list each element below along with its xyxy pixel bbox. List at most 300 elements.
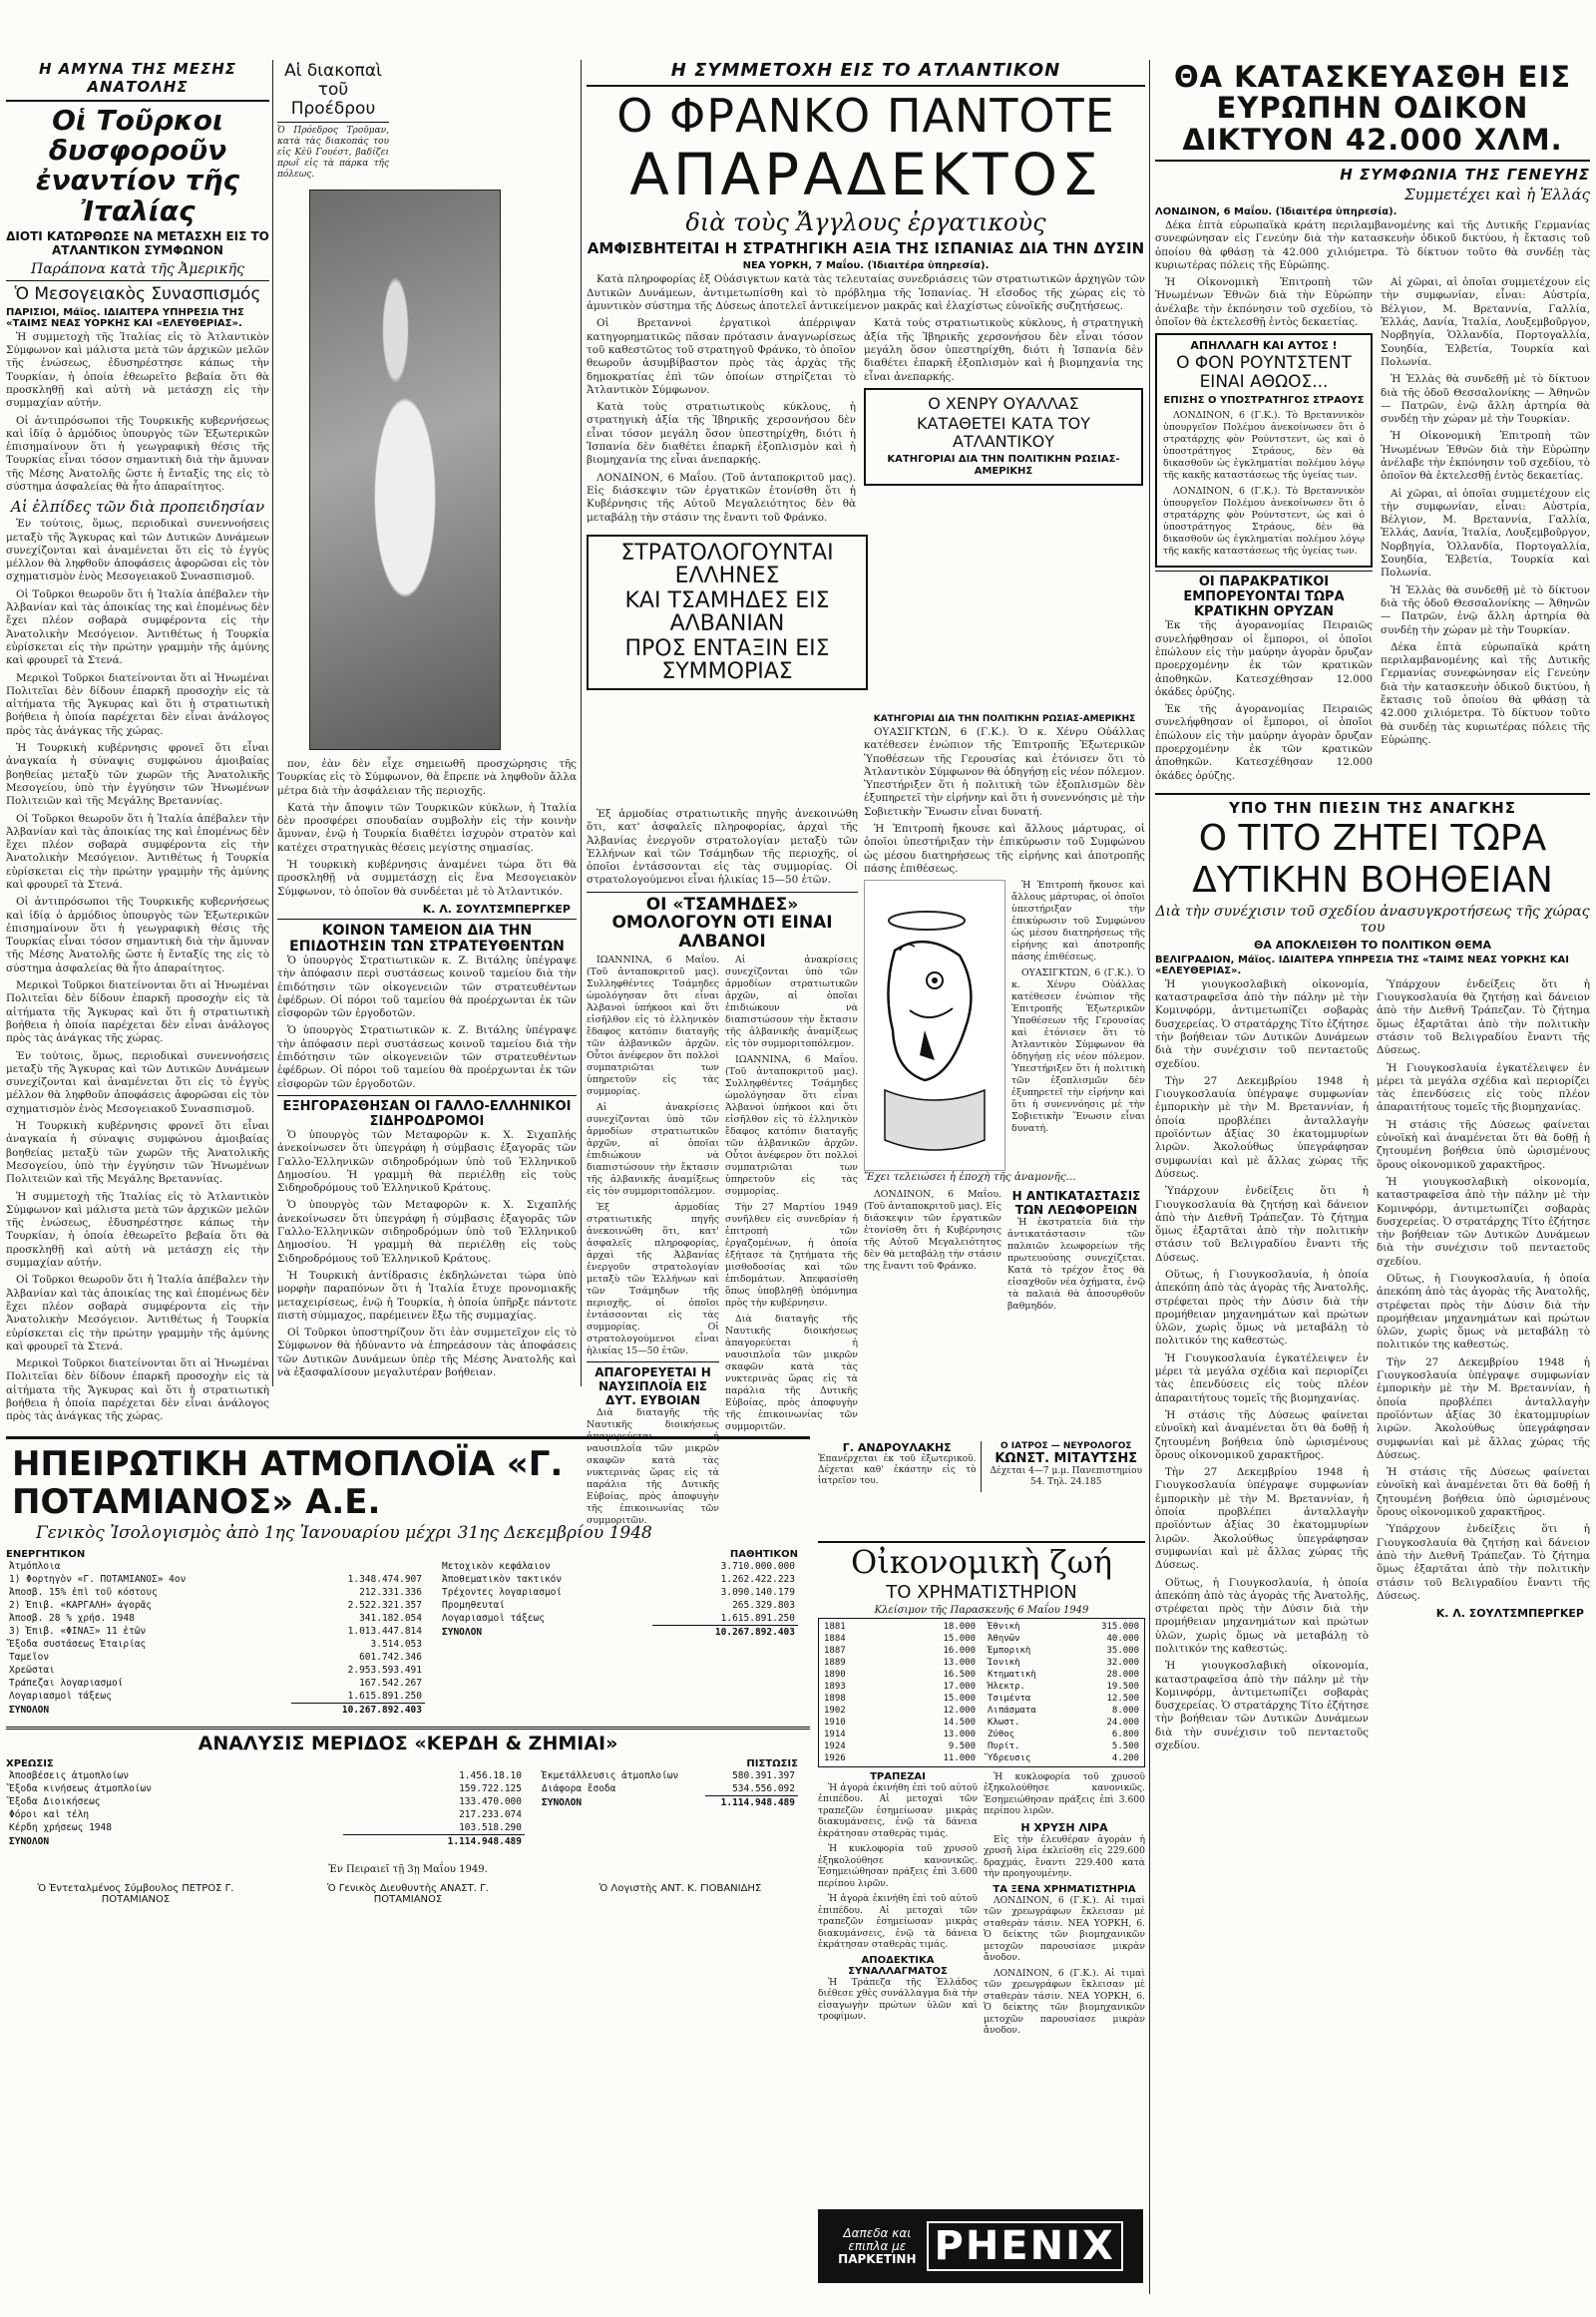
article-paragraph: Οὕτως, ἡ Γιουγκοσλαυία, ἡ ὁποία ἀπεκόπη ἀπὸ τὰς ἀγορὰς τῆς Ἀνατολῆς, στρέφεται πρὸς τὴν Δύσιν διὰ τὴν προμήθειαν μηχανημάτων καὶ πρώτων ὑλῶν, χωρὶς ὅμως νὰ μεταβάλῃ τὸ πολιτικόν της καθεστώς. xyxy=(1155,1268,1369,1348)
table-cell-label: Ἐμπορικὴ xyxy=(988,1645,1031,1656)
tsamides-headline: ΟΙ «ΤΣΑΜΗΔΕΣ» ΟΜΟΛΟΓΟΥΝ ΟΤΙ ΕΙΝΑΙ ΑΛΒΑΝΟΙ xyxy=(611,894,833,953)
table-cell-value: 1.615.891.250 xyxy=(720,1613,795,1625)
phenix-advertisement xyxy=(818,2209,1143,2283)
article-paragraph: Αἱ ἀνακρίσεις συνεχίζονται ὑπὸ τῶν ἁρμοδίων στρατιωτικῶν ἀρχῶν, αἱ ὁποῖαι ἐπιδιώκουν νὰ διαπιστώσουν τὴν ἔκτασιν τῆς ἀλβανικῆς ἀναμίξεως εἰς τὸν συμμοριτοπόλεμον. xyxy=(725,954,858,1049)
table-row xyxy=(821,1740,979,1752)
article-paragraph: Ἐν τούτοις, ὅμως, περιοδικαὶ συνεννοήσεις μεταξὺ τῆς Ἄγκυρας καὶ τῶν Δυτικῶν Δυνάμεων συνεχίζονται καὶ ἀναμένεται ὅτι εἰς τὸ ἐγγὺς μέλλον θὰ ληφθοῦν ἀποφάσεις ἀφορῶσαι εἰς τὸν σχηματισμὸν ἑνὸς Μεσογειακοῦ Συνασπισμοῦ. xyxy=(6,518,269,583)
table-cell-label: Λογαριασμοὶ τάξεως xyxy=(9,1691,112,1703)
article-paragraph: Ἡ Τουρκικὴ κυβέρνησις φρονεῖ ὅτι εἶναι ἀναγκαία ἡ σύναψις συμφώνου ἀμοιβαίας βοηθείας μεταξὺ τῶν χωρῶν τῆς Ἀνατολικῆς Μεσογείου, ὑπὸ τὴν ἐγγύησιν τῶν Ἡνωμένων Πολιτειῶν καὶ τῆς Μεγάλης Βρεταννίας. xyxy=(6,742,269,808)
banks-label: ΤΡΑΠΕΖΑΙ xyxy=(870,1770,926,1782)
table-row xyxy=(821,1681,979,1693)
fund-headline: ΚΟΙΝΟΝ ΤΑΜΕΙΟΝ ΔΙΑ ΤΗΝ ΕΠΙΔΟΤΗΣΙΝ ΤΩΝ ΣΤΡΑΤΕΥΘΕΝΤΩΝ xyxy=(289,922,565,955)
table-row xyxy=(6,1677,425,1690)
article-paragraph: Μερικοὶ Τοῦρκοι διατείνονται ὅτι αἱ Ἡνωμέναι Πολιτεῖαι δὲν δίδουν ἐπαρκῆ προσοχὴν εἰς τὰ αἰτήματα τῆς Ἄγκυρας καὶ ὅτι ἡ στρατιωτικὴ βοήθεια ἡ ὁποία παρέχεται δὲν εἶναι ἀνάλογος πρὸς τὰς ἀνάγκας τῆς χώρας. xyxy=(6,671,269,737)
table-cell-label: ΣΥΝΟΛΟΝ xyxy=(442,1626,483,1638)
table-cell-label: Μετοχικὸν κεφάλαιον xyxy=(442,1561,551,1573)
article-paragraph: Οἱ Τοῦρκοι θεωροῦν ὅτι ἡ Ἰταλία ἀπέβαλεν τὴν Ἀλβανίαν καὶ τὰς ἀποικίας της καὶ ἐπομένως δὲν ἔχει πλέον σοβαρὰ συμφέροντα εἰς τὴν Ἀνατολικὴν Μεσόγειον. Ἀντιθέτως ἡ Τουρκία εὑρίσκεται εἰς τὴν πρώτην γραμμὴν τῆς ἀμύνης καὶ φρουρεῖ τὰ Στενά. xyxy=(6,812,269,891)
table-row xyxy=(6,1651,425,1664)
subhead-atlantic: ΔΙΟΤΙ ΚΑΤΩΡΘΩΣΕ ΝΑ ΜΕΤΑΣΧΗ ΕΙΣ ΤΟ ΑΤΛΑΝΤΙΚΟΝ ΣΥΜΦΩΝΟΝ xyxy=(6,228,269,258)
rundstedt-subhead: ΕΠΙΣΗΣ Ο ΥΠΟΣΤΡΑΤΗΓΟΣ ΣΤΡΑΟΥΣ xyxy=(1163,395,1365,407)
table-row xyxy=(6,1808,525,1821)
albania-box xyxy=(587,535,868,691)
doctor-role: Ο ΙΑΤΡΟΣ — ΝΕΥΡΟΛΟΓΟΣ xyxy=(1000,1441,1132,1451)
article-paragraph: Ὑπάρχουν ἐνδείξεις ὅτι ἡ Γιουγκοσλαυία θὰ ζητήσῃ καὶ δάνειον ἀπὸ τὴν Διεθνῆ Τράπεζαν. Τὸ ζήτημα ὅμως ἐξαρτᾶται ἀπὸ τὴν πολιτικὴν στάσιν τοῦ Βελιγραδίου ἔναντι τῆς Δύσεως. xyxy=(1155,1185,1369,1264)
article-paragraph: Τὴν 27 Δεκεμβρίου 1948 ἡ Γιουγκοσλαυία ὑπέγραψε συμφωνίαν ἐμπορικὴν μὲ τὴν Μ. Βρεταννίαν, ἡ ὁποία προβλέπει ἀνταλλαγὴν προϊόντων ἀξίας 30 ἑκατομμυρίων λιρῶν. Ἀκολούθως ὑπεγράφησαν συμφωνίαι καὶ μὲ ἄλλας χώρας τῆς Δύσεως. xyxy=(1377,1355,1590,1461)
table-row xyxy=(6,1599,425,1612)
article-paragraph: Τὴν 27 Δεκεμβρίου 1948 ἡ Γιουγκοσλαυία ὑπέγραψε συμφωνίαν ἐμπορικὴν μὲ τὴν Μ. Βρεταννίαν, ἡ ὁποία προβλέπει ἀνταλλαγὴν προϊόντων ἀξίας 30 ἑκατομμυρίων λιρῶν. Ἀκολούθως ὑπεγράφησαν συμφωνίαι καὶ μὲ ἄλλας χώρας τῆς Δύσεως. xyxy=(1155,1074,1369,1180)
table-row xyxy=(6,1664,425,1677)
wallace-subhead: ΚΑΤΗΓΟΡΙΑΙ ΔΙΑ ΤΗΝ ΠΟΛΙΤΙΚΗΝ ΡΩΣΙΑΣ-ΑΜΕΡΙΚΗΣ xyxy=(887,453,1120,477)
cartoon-illustration xyxy=(864,880,1005,1171)
fund-text: Ὁ ὑπουργὸς Στρατιωτικῶν κ. Ζ. Βιτάλης ὑπέγραψε τὴν ἀπόφασιν περὶ συστάσεως κοινοῦ ταμείου διὰ τὴν ἐπιδότησιν τῶν οἰκογενειῶν τῶν στρατευθέντων ἐφέδρων. Οἱ πόροι τοῦ ταμείου θὰ προέρχωνται ἐκ τῶν εἰσφορῶν τῶν ἐργοδοτῶν. xyxy=(277,1024,577,1090)
stock-exchange-title: ΤΟ ΧΡΗΜΑΤΙΣΤΗΡΙΟΝ xyxy=(886,1581,1077,1603)
signatory-left: Ὁ Ἐντεταλμένος Σύμβουλος ΠΕΤΡΟΣ Γ. ΠΟΤΑΜΙΑΝΟΣ xyxy=(37,1883,234,1906)
article-paragraph: Ἡ γιουγκοσλαβικὴ οἰκονομία, καταστραφεῖσα ἀπὸ τὴν πάλην μὲ τὴν Κομινφόρμ, ἀντιμετωπίζει σοβαρὰς δυσχερείας. Ὁ στρατάρχης Τίτο ἐζήτησε τὴν βοήθειαν τῶν Δυτικῶν Δυνάμεων διὰ τὴν συνέχισιν τοῦ πενταετοῦς σχεδίου. xyxy=(1155,977,1369,1070)
table-cell-value: 103.518.290 xyxy=(459,1822,522,1834)
table-cell-value: 601.742.346 xyxy=(359,1652,422,1664)
article-paragraph: Οἱ Βρεταννοὶ ἐργατικοὶ ἀπέρριψαν κατηγορηματικῶς πᾶσαν πρότασιν ἀναγνωρίσεως τοῦ καθεστῶτος τοῦ στρατηγοῦ Φράνκο, τὸ ὁποῖον θεωροῦν ἀσυμβίβαστον πρὸς τὰς ἀρχὰς τῆς δημοκρατίας ἐπὶ τῶν ὁποίων στηρίζεται τὸ Ἀτλαντικὸν Σύμφωνον. xyxy=(587,317,856,396)
table-cell-value: 580.391.397 xyxy=(732,1770,795,1782)
table-cell-value: 19.500 xyxy=(1106,1681,1139,1692)
gold-text: Εἰς τὴν ἐλευθέραν ἀγορὰν ἡ χρυσῆ λίρα ἐκλείσθη εἰς 229.600 δραχμάς, ἔναντι 229.400 κατὰ τὴν προηγουμένην. xyxy=(984,1833,1145,1880)
foreign-text: ΛΟΝΔΙΝΟΝ, 6 (Γ.Κ.). Αἱ τιμαὶ τῶν χρεωγράφων ἔκλεισαν μὲ σταθερὰν τάσιν. ΝΕΑ ΥΟΡΚΗ, 6. Ὁ δείκτης τῶν βιομηχανικῶν μετοχῶν παρουσίασε μικρὰν ἄνοδον. xyxy=(984,1967,1145,2037)
table-cell-label: 1890 xyxy=(824,1669,846,1680)
table-row xyxy=(6,1625,425,1638)
table-row xyxy=(439,1612,798,1626)
article-paragraph: ΙΩΑΝΝΙΝΑ, 6 Μαΐου. (Τοῦ ἀνταποκριτοῦ μας). Συλληφθέντες Τσάμηδες ὡμολόγησαν ὅτι εἶναι Ἀλβανοὶ ὑπήκοοι καὶ ὅτι εἰσῆλθον εἰς τὸ ἑλληνικὸν ἔδαφος κατόπιν διαταγῆς τῶν ἀλβανικῶν ἀρχῶν. Οὗτοι ἀνέφερον ὅτι πολλοὶ συμπατριῶται των ὑπηρετοῦν εἰς τὰς συμμορίας. xyxy=(587,954,719,1097)
headline-road-network: ΘΑ ΚΑΤΑΣΚΕΥΑΣΘΗ ΕΙΣ ΕΥΡΩΠΗΝ ΟΔΙΚΟΝ ΔΙΚΤΥΟΝ 42.000 ΧΛΜ. xyxy=(1173,60,1572,157)
table-cell-label: 1887 xyxy=(824,1645,846,1656)
table-cell-label: Λογαριασμοὶ τάξεως xyxy=(442,1613,545,1625)
column-divider xyxy=(1149,60,1150,2294)
table-cell-label: 1884 xyxy=(824,1633,846,1644)
table-cell-label: Ἀποσβ. 15% ἐπὶ τοῦ κόστους xyxy=(9,1587,158,1599)
column-turkey xyxy=(6,60,269,1423)
article-paragraph: ΟΥΑΣΙΓΚΤΩΝ, 6 (Γ.Κ.). Ὁ κ. Χένρυ Οὐάλλας κατέθεσεν ἐνώπιον τῆς Ἐπιτροπῆς Ἐξωτερικῶν Ὑποθέσεων τῆς Γερουσίας καὶ ἐτόνισεν ὅτι τὸ Ἀτλαντικὸν Σύμφωνον θὰ ὁδηγήσῃ εἰς νέον πόλεμον. Ὑπεστήριξεν ὅτι ἡ πολιτικὴ τῶν ἐξοπλισμῶν δὲν ἐξυπηρετεῖ τὴν εἰρήνην καὶ ὅτι ἡ συνεννόησις μὲ τὴν Σοβιετικὴν Ἕνωσιν εἶναι δυνατή. xyxy=(864,726,1145,818)
table-cell-value: 17.000 xyxy=(943,1681,976,1692)
article-paragraph: Αἱ χῶραι, αἱ ὁποῖαι συμμετέχουν εἰς τὴν συμφωνίαν, εἶναι: Αὐστρία, Βέλγιον, Μ. Βρεταννία, Γαλλία, Ἑλλάς, Δανία, Ἰταλία, Λουξεμβοῦργον, Νορβηγία, Ὁλλανδία, Πορτογαλλία, Σουηδία, Ἐλβετία, Τουρκία καὶ Πολωνία. xyxy=(1381,276,1590,368)
article-paragraph: Ἡ στάσις τῆς Δύσεως φαίνεται εὐνοϊκὴ καὶ ἀναμένεται ὅτι θὰ δοθῇ ἡ ζητουμένη βοήθεια ὑπὸ ὡρισμένους ὅρους οἰκονομικοῦ χαρακτῆρος. xyxy=(1377,1466,1590,1519)
table-row xyxy=(6,1835,525,1849)
table-cell-value: 3.514.053 xyxy=(370,1639,422,1651)
article-paragraph: Κατὰ τοὺς στρατιωτικοὺς κύκλους, ἡ στρατηγικὴ ἀξία τῆς Ἰβηρικῆς χερσονήσου δὲν εἶναι τόσον μεγάλη ὅσον ὑπεστηρίχθη, διότι ἡ Ἰσπανία δὲν διαθέτει ἐπαρκῆ ἐξοπλισμὸν καὶ ἡ βιομηχανία της εἶναι ἀνεπαρκής. xyxy=(587,401,856,467)
table-row xyxy=(6,1782,525,1795)
table-row xyxy=(6,1821,525,1835)
table-cell-label: Ἀποθεματικὸν τακτικόν xyxy=(442,1574,563,1586)
table-cell-label: 1910 xyxy=(824,1717,846,1728)
table-cell-value: 315.000 xyxy=(1101,1621,1139,1632)
table-cell-value: 2.953.593.491 xyxy=(347,1665,422,1677)
table-cell-value: 3.710.000.000 xyxy=(720,1561,795,1573)
wallace-box xyxy=(864,388,1143,486)
article-paragraph: Ὑπάρχουν ἐνδείξεις ὅτι ἡ Γιουγκοσλαυία θὰ ζητήσῃ καὶ δάνειον ἀπὸ τὴν Διεθνῆ Τράπεζαν. Τὸ ζήτημα ὅμως ἐξαρτᾶται ἀπὸ τὴν πολιτικὴν στάσιν τοῦ Βελιγραδίου ἔναντι τῆς Δύσεως. xyxy=(1377,1523,1590,1602)
article-paragraph: Ἐκ τῆς ἀγορανομίας Πειραιῶς συνελήφθησαν οἱ ἔμποροι, οἱ ὁποῖοι ἐπώλουν εἰς τὴν μαύρην ἀγορὰν ὄρυζαν προερχομένην ἐκ τῶν κρατικῶν ἀποθηκῶν. Κατεσχέθησαν 12.000 ὀκάδες ὀρύζης. xyxy=(1155,619,1373,698)
table-cell-value: 12.000 xyxy=(943,1705,976,1716)
article-paragraph: Ἡ ἐκστρατεία διὰ τὴν ἀντικατάστασιν τῶν παλαιῶν λεωφορείων τῆς πρωτευούσης συνεχίζεται. Κατὰ τὸ τρέχον ἔτος θὰ εἰσαχθοῦν νέα ὀχήματα, ἐνῷ τὰ παλαιὰ θὰ ἀποσυρθοῦν βαθμηδόν. xyxy=(1007,1216,1145,1312)
market-text: Ἡ ἀγορὰ ἐκινήθη ἐπὶ τοῦ αὐτοῦ ἐπιπέδου. Αἱ μετοχαὶ τῶν τραπεζῶν ἐσημείωσαν μικρὰς διακυμάνσεις, ἐνῷ τὰ δάνεια ἐκράτησαν σταθερὰς τιμάς. xyxy=(818,1781,978,1839)
market-text: Ἡ ἀγορὰ ἐκινήθη ἐπὶ τοῦ αὐτοῦ ἐπιπέδου. Αἱ μετοχαὶ τῶν τραπεζῶν ἐσημείωσαν μικρὰς διακυμάνσεις, ἐνῷ τὰ δάνεια ἐκράτησαν σταθερὰς τιμάς. xyxy=(818,1893,978,1951)
headline-tito-2: ΔΥΤΙΚΗΝ ΒΟΗΘΕΙΑΝ xyxy=(1192,860,1553,902)
table-row xyxy=(821,1705,979,1717)
table-row xyxy=(539,1782,798,1796)
table-cell-label: Κλωστ. xyxy=(988,1717,1020,1728)
sailing-ban-headline: ΑΠΑΓΟΡΕΥΕΤΑΙ Η ΝΑΥΣΙΠΛΟΪΑ ΕΙΣ ΔΥΤ. ΕΥΒΟΙΑΝ xyxy=(595,1364,711,1407)
table-cell-value: 10.267.892.403 xyxy=(652,1626,798,1640)
dateline: ΠΑΡΙΣΙΟΙ, Μάϊος. ΙΔΙΑΙΤΕΡΑ ΥΠΗΡΕΣΙΑ ΤΗΣ «ΤΑΙΜΣ ΝΕΑΣ ΥΟΡΚΗΣ ΚΑΙ «ΕΛΕΥΘΕΡΙΑΣ». xyxy=(6,306,244,329)
article-paragraph: Ἡ Γιουγκοσλαυία ἐγκατέλειψεν ἐν μέρει τὰ μεγάλα σχέδια καὶ περιορίζει τὰς ἐπενδύσεις εἰς τοὺς πλέον ἀπαραιτήτους τομεῖς τῆς βιομηχανίας. xyxy=(1377,1061,1590,1114)
table-row xyxy=(6,1560,425,1573)
table-cell-label: Πυρίτ. xyxy=(988,1740,1020,1751)
table-row xyxy=(6,1586,425,1599)
table-cell-value: 1.615.891.250 xyxy=(347,1691,422,1703)
liabilities-table xyxy=(439,1560,798,1639)
doctors-notices xyxy=(818,1441,1145,1536)
assets-table xyxy=(6,1560,425,1717)
rundstedt-headline: Ο ΦΟΝ ΡΟΥΝΤΣΤΕΝΤ ΕΙΝΑΙ ΑΘΩΟΣ... xyxy=(1176,353,1352,393)
table-cell-label: Ἐθνικὴ xyxy=(988,1621,1020,1632)
article-paragraph: ΙΩΑΝΝΙΝΑ, 6 Μαΐου. (Τοῦ ἀνταποκριτοῦ μας). Συλληφθέντες Τσάμηδες ὡμολόγησαν ὅτι εἶναι Ἀλβανοὶ ὑπήκοοι καὶ ὅτι εἰσῆλθον εἰς τὸ ἑλληνικὸν ἔδαφος κατόπιν διαταγῆς τῶν ἀλβανικῶν ἀρχῶν. Οὗτοι ἀνέφερον ὅτι πολλοὶ συμπατριῶται των ὑπηρετοῦν εἰς τὰς συμμορίας. xyxy=(725,1053,858,1197)
article-paragraph: Οἱ Τοῦρκοι θεωροῦν ὅτι ἡ Ἰταλία ἀπέβαλεν τὴν Ἀλβανίαν καὶ τὰς ἀποικίας της καὶ ἐπομένως δὲν ἔχει πλέον σοβαρὰ συμφέροντα εἰς τὴν Ἀνατολικὴν Μεσόγειον. Ἀντιθέτως ἡ Τουρκία εὑρίσκεται εἰς τὴν πρώτην γραμμὴν τῆς ἀμύνης καὶ φρουρεῖ τὰ Στενά. xyxy=(6,587,269,667)
balance-place-date: Ἐν Πειραιεῖ τῇ 3ῃ Μαΐου 1949. xyxy=(328,1864,488,1876)
table-cell-label: Διάφορα ἔσοδα xyxy=(542,1783,616,1795)
article-paragraph: Ἡ Ἐπιτροπὴ ἤκουσε καὶ ἄλλους μάρτυρας, οἱ ὁποῖοι ὑπεστήριξαν τὴν ἐπικύρωσιν τοῦ Συμφώνου ὡς μέσου διατηρήσεως τῆς εἰρήνης καὶ ἀποτροπῆς πάσης ἐπιθέσεως. xyxy=(1011,880,1145,964)
stocks-table xyxy=(985,1621,1142,1764)
credit-label: ΠΙΣΤΩΣΙΣ xyxy=(746,1758,798,1770)
table-cell-value: 159.722.125 xyxy=(459,1783,522,1795)
article-paragraph: Οὕτως, ἡ Γιουγκοσλαυία, ἡ ὁποία ἀπεκόπη ἀπὸ τὰς ἀγορὰς τῆς Ἀνατολῆς, στρέφεται πρὸς τὴν Δύσιν διὰ τὴν προμήθειαν μηχανημάτων καὶ πρώτων ὑλῶν, χωρὶς ὅμως νὰ μεταβάλῃ τὸ πολιτικόν της καθεστώς. xyxy=(1377,1272,1590,1352)
table-cell-label: Ἔξοδα συστάσεως Ἑταιρίας xyxy=(9,1639,147,1651)
table-cell-value: 13.000 xyxy=(943,1729,976,1739)
table-cell-value: 24.000 xyxy=(1106,1717,1139,1728)
gold-title: Η ΧΡΥΣΗ ΛΙΡΑ xyxy=(1020,1820,1108,1834)
rail-text: Ἡ Τουρκικὴ ἀντίδρασις ἐκδηλώνεται τώρα ὑπὸ μορφὴν παραπόνων ὅτι ἡ Ἰταλία ἔτυχε προνομιακῆς μεταχειρίσεως, ἐνῷ ἡ Τουρκία, ἡ ὁποία ὑπῆρξε πάντοτε πιστὴ σύμμαχος, παρέμεινεν ἔξω τῆς συμμαχίας. xyxy=(277,1269,577,1322)
foreign-text: ΛΟΝΔΙΝΟΝ, 6 (Γ.Κ.). Αἱ τιμαὶ τῶν χρεωγράφων ἔκλεισαν μὲ σταθερὰν τάσιν. ΝΕΑ ΥΟΡΚΗ, 6. Ὁ δείκτης τῶν βιομηχανικῶν μετοχῶν παρουσίασε μικρὰν ἄνοδον. xyxy=(984,1894,1145,1964)
table-cell-value: 534.556.092 xyxy=(732,1783,795,1795)
table-row xyxy=(821,1752,979,1764)
article-paragraph: Ἡ Γιουγκοσλαυία ἐγκατέλειψεν ἐν μέρει τὰ μεγάλα σχέδια καὶ περιορίζει τὰς ἐπενδύσεις εἰς τοὺς πλέον ἀπαραιτήτους τομεῖς τῆς βιομηχανίας. xyxy=(1155,1352,1369,1404)
table-cell-label: Ἔξοδα Διοικήσεως xyxy=(9,1796,101,1808)
pl-title: ΑΝΑΛΥΣΙΣ ΜΕΡΙΔΟΣ «ΚΕΡΔΗ & ΖΗΜΙΑΙ» xyxy=(198,1733,618,1755)
table-cell-value: 341.182.054 xyxy=(359,1613,422,1625)
wallace-column xyxy=(864,710,1145,1438)
article-paragraph: ΛΟΝΔΙΝΟΝ, 6 (Γ.Κ.). Τὸ Βρεταννικὸν ὑπουργεῖον Πολέμου ἀνεκοίνωσεν ὅτι ὁ στρατάρχης φὸν Ρούντστεντ, ὡς καὶ ὁ ὑποστράτηγος Στράους, δὲν θὰ δικασθοῦν ὡς ἐγκληματίαι πολέμου λόγῳ τῆς κακῆς καταστάσεως τῆς ὑγείας των. xyxy=(1163,486,1365,558)
table-row xyxy=(985,1657,1142,1669)
table-cell-label: Ὕδρευσις xyxy=(988,1752,1031,1763)
table-cell-value: 2.522.321.357 xyxy=(347,1600,422,1612)
article-paragraph: Οἱ ἀντιπρόσωποι τῆς Τουρκικῆς κυβερνήσεως καὶ ἰδίᾳ ὁ ἀρμόδιος ὑπουργὸς τῶν Ἐξωτερικῶν ἐπισημαίνουν ὅτι ἡ γεωγραφικὴ θέσις τῆς Τουρκίας εἶναι τόσον σημαντικὴ διὰ τὴν ἄμυναν τῆς Μέσης Ἀνατολῆς ὥστε ἡ ἔνταξίς της εἰς τὸ σύστημα ἀσφαλείας θὰ ἦτο ἀπαραίτητος. xyxy=(6,896,269,974)
table-cell-label: Ἀτμόπλοια xyxy=(9,1561,61,1573)
article-paragraph: Ὑπάρχουν ἐνδείξεις ὅτι ἡ Γιουγκοσλαυία θὰ ζητήσῃ καὶ δάνειον ἀπὸ τὴν Διεθνῆ Τράπεζαν. Τὸ ζήτημα ὅμως ἐξαρτᾶται ἀπὸ τὴν πολιτικὴν στάσιν τοῦ Βελιγραδίου ἔναντι τῆς Δύσεως. xyxy=(1377,977,1590,1057)
article-paragraph: Κατὰ τὴν ἄποψιν τῶν Τουρκικῶν κύκλων, ἡ Ἰταλία δὲν προσφέρει σπουδαίαν συμβολὴν εἰς τὴν κοινὴν ἄμυναν, ἐνῷ ἡ Τουρκία διαθέτει ἰσχυρὸν στρατὸν καὶ κατέχει στρατηγικὰς θέσεις μεγίστης σημασίας. xyxy=(277,801,577,854)
rundstedt-box xyxy=(1155,333,1373,568)
table-cell-label: 1914 xyxy=(824,1729,846,1739)
table-cell-value: 1.456.18.10 xyxy=(459,1770,522,1782)
table-row xyxy=(6,1573,425,1586)
table-cell-value: 8.000 xyxy=(1111,1705,1139,1716)
article-paragraph: Διὰ διαταγῆς τῆς Ναυτικῆς διοικήσεως ἀπαγορεύεται ἡ ναυσιπλοΐα τῶν μικρῶν σκαφῶν κατὰ τὰς νυκτερινὰς ὥρας εἰς τὰ παράλια τῆς Δυτικῆς Εὐβοίας, πρὸς ἀποφυγὴν τῆς ἐπικοινωνίας τῶν συμμοριτῶν. xyxy=(587,1406,719,1526)
table-cell-label: Ἐκμετάλλευσις ἀτμοπλοίων xyxy=(542,1770,679,1782)
article-paragraph: Ἐν τούτοις, ὅμως, περιοδικαὶ συνεννοήσεις μεταξὺ τῆς Ἄγκυρας καὶ τῶν Δυτικῶν Δυνάμεων συνεχίζονται καὶ ἀναμένεται ὅτι εἰς τὸ ἐγγὺς μέλλον θὰ ληφθοῦν ἀποφάσεις ἀφορῶσαι εἰς τὸν σχηματισμὸν ἑνὸς Μεσογειακοῦ Συνασπισμοῦ. xyxy=(6,1049,269,1115)
article-paragraph: Ἐξ ἁρμοδίας στρατιωτικῆς πηγῆς ἀνεκοινώθη ὅτι, κατ' ἀσφαλεῖς πληροφορίας, ἀρχαὶ τῆς Ἀλβανίας ἐνεργοῦν στρατολογίαν μεταξὺ τῶν Ἑλλήνων καὶ τῶν Τσάμηδων τῆς περιοχῆς, οἱ ὁποῖοι ἐντάσσονται εἰς τὰς συμμορίας. Οἱ στρατολογούμενοι εἶναι ἡλικίας 15—50 ἐτῶν. xyxy=(587,1201,719,1356)
table-cell-label: Ταμεῖον xyxy=(9,1652,50,1664)
table-row xyxy=(439,1573,798,1586)
table-cell-label: 1902 xyxy=(824,1705,846,1716)
ad-line: ΠΑΡΚΕΤΙΝΗ xyxy=(838,2251,917,2266)
credit-table xyxy=(539,1769,798,1809)
table-cell-value: 212.331.336 xyxy=(359,1587,422,1599)
table-row xyxy=(821,1645,979,1657)
table-row xyxy=(6,1638,425,1651)
table-row xyxy=(6,1769,525,1782)
photo-caption: Ὁ Πρόεδρος Τροῦμαν, κατὰ τὰς διακοπάς του εἰς Κὲϋ Γουέστ, βαδίζει πρωῒ εἰς τὰ πάρκα τῆς πόλεως. xyxy=(277,126,389,181)
table-cell-label: ΣΥΝΟΛΟΝ xyxy=(9,1704,50,1716)
author-signature: Κ. Λ. ΣΟΥΛΤΣΜΠΕΡΓΚΕΡ xyxy=(1435,1607,1584,1621)
assets-label: ΕΝΕΡΓΗΤΙΚΟΝ xyxy=(6,1549,86,1561)
table-cell-label: Ἀποσβέσεις ἀτμοπλοίων xyxy=(9,1770,130,1782)
table-row xyxy=(439,1599,798,1612)
article-paragraph: Ἡ Ἑλλὰς θὰ συνδεθῇ μὲ τὸ δίκτυον διὰ τῆς ὁδοῦ Θεσσαλονίκης — Ἀθηνῶν — Πατρῶν, ἐνῷ ἄλλη ἀρτηρία θὰ συνδέῃ τὴν χώραν μὲ τὴν Τουρκίαν. xyxy=(1381,373,1590,426)
rail-text: Οἱ Τοῦρκοι ὑποστηρίζουν ὅτι ἐὰν συμμετεῖχον εἰς τὸ Σύμφωνον θὰ ἠδύναντο νὰ ἐπηρεάσουν τὰς ἀποφάσεις τῶν Δυτικῶν Δυνάμεων ὑπὲρ τῆς Μέσης Ἀνατολῆς καὶ νὰ ἐξασφαλίσουν μεγαλυτέραν βοήθειαν. xyxy=(277,1327,577,1378)
rail-headline: ΕΞΗΓΟΡΑΣΘΗΣΑΝ ΟΙ ΓΑΛΛΟ-ΕΛΛΗΝΙΚΟΙ ΣΙΔΗΡΟΔΡΟΜΟΙ xyxy=(282,1098,572,1129)
table-cell-label: ΣΥΝΟΛΟΝ xyxy=(542,1796,583,1808)
table-cell-value: 9.500 xyxy=(948,1740,976,1751)
table-cell-value: 3.090.140.179 xyxy=(720,1587,795,1599)
table-cell-value: 167.542.267 xyxy=(359,1678,422,1690)
table-cell-value: 15.000 xyxy=(943,1693,976,1704)
article-paragraph: Ἐξ ἁρμοδίας στρατιωτικῆς πηγῆς ἀνεκοινώθη ὅτι, κατ' ἀσφαλεῖς πληροφορίας, ἀρχαὶ τῆς Ἀλβανίας ἐνεργοῦν στρατολογίαν μεταξὺ τῶν Ἑλλήνων καὶ τῶν Τσάμηδων τῆς περιοχῆς, οἱ ὁποῖοι ἐντάσσονται εἰς τὰς συμμορίας. Οἱ στρατολογούμενοι εἶναι ἡλικίας 15—50 ἐτῶν. xyxy=(587,808,858,887)
table-row xyxy=(985,1752,1142,1764)
article-paragraph: ΟΥΑΣΙΓΚΤΩΝ, 6 (Γ.Κ.). Ὁ κ. Χένρυ Οὐάλλας κατέθεσεν ἐνώπιον τῆς Ἐπιτροπῆς Ἐξωτερικῶν Ὑποθέσεων τῆς Γερουσίας καὶ ἐτόνισεν ὅτι τὸ Ἀτλαντικὸν Σύμφωνον θὰ ὁδηγήσῃ εἰς νέον πόλεμον. Ὑπεστήριξεν ὅτι ἡ πολιτικὴ τῶν ἐξοπλισμῶν δὲν ἐξυπηρετεῖ τὴν εἰρήνην καὶ ὅτι ἡ συνεννόησις μὲ τὴν Σοβιετικὴν Ἕνωσιν εἶναι δυνατή. xyxy=(1011,967,1145,1135)
table-cell-value: 13.000 xyxy=(943,1657,976,1668)
albania-column xyxy=(587,808,858,1526)
article-paragraph: Ἡ στάσις τῆς Δύσεως φαίνεται εὐνοϊκὴ καὶ ἀναμένεται ὅτι θὰ δοθῇ ἡ ζητουμένη βοήθεια ὑπὸ ὡρισμένους ὅρους οἰκονομικοῦ χαρακτῆρος. xyxy=(1155,1408,1369,1461)
column-divider xyxy=(581,60,582,1386)
table-row xyxy=(539,1796,798,1810)
photo-truman xyxy=(309,190,501,750)
dateline: ΛΟΝΔΙΝΟΝ, 6 Μαΐου. (Ἰδιαιτέρα ὑπηρεσία). xyxy=(1155,205,1397,217)
subhead-reconstruction: Διὰ τὴν συνέχισιν τοῦ σχεδίου ἀνασυγκροτήσεως τῆς χώρας του xyxy=(1155,903,1590,936)
article-paragraph: Δέκα ἑπτὰ εὐρωπαϊκὰ κράτη περιλαμβανομένης καὶ τῆς Δυτικῆς Γερμανίας συνεφώνησαν εἰς Γενεύην διὰ τὴν κατασκευὴν ὁδικοῦ δικτύου, ἡ ἔκτασις τοῦ ὁποίου θὰ φθάσῃ τὰ 42.000 χιλιόμετρα. Τὸ δίκτυον τοῦτο θὰ συνδέῃ τὰς κυριωτέρας πόλεις τῆς Εὐρώπης. xyxy=(1155,218,1590,271)
article-paragraph: Ἡ Οἰκονομικὴ Ἐπιτροπὴ τῶν Ἡνωμένων Ἐθνῶν διὰ τὴν Εὐρώπην ἀνέλαβε τὴν ἐκπόνησιν τοῦ σχεδίου, τὸ ὁποῖον θὰ ἐκτελεσθῇ ἐντὸς δεκαετίας. xyxy=(1381,430,1590,483)
balance-sheet xyxy=(6,1436,810,2307)
table-row xyxy=(985,1669,1142,1681)
table-cell-label: 1893 xyxy=(824,1681,846,1692)
article-paragraph: Ἡ στάσις τῆς Δύσεως φαίνεται εὐνοϊκὴ καὶ ἀναμένεται ὅτι θὰ δοθῇ ἡ ζητουμένη βοήθεια ὑπὸ ὡρισμένους ὅρους οἰκονομικοῦ χαρακτῆρος. xyxy=(1377,1118,1590,1171)
table-cell-value: 16.500 xyxy=(943,1669,976,1680)
table-cell-label: Προμηθευταί xyxy=(442,1600,505,1612)
article-paragraph: Κατὰ πληροφορίας ἐξ Οὐάσιγκτων κατὰ τὰς τελευταίας συνεδριάσεις τῶν στρατιωτικῶν ἀρχηγῶν τῶν Δυτικῶν Δυνάμεων, ἀντιμετωπίσθη καὶ τὸ πρόβλημα τῆς Ἰσπανίας. Ἡ εἴσοδος τῆς χώρας εἰς τὸ ἀμυντικὸν σύστημα τῆς Δύσεως ἀποτελεῖ ἀντικείμενον μακρᾶς καὶ ἐλαχίστως εὐνοϊκῆς συζητήσεως. xyxy=(587,273,1145,313)
table-row xyxy=(985,1705,1142,1717)
table-cell-label: 3) Ἐπιβ. «ΦΙΝΑΞ» 11 ἐτῶν xyxy=(9,1626,147,1638)
albania-headline-2: ΚΑΙ ΤΣΑΜΗΔΕΣ ΕΙΣ ΑΛΒΑΝΙΑΝ xyxy=(624,588,830,637)
table-row xyxy=(985,1717,1142,1729)
table-cell-value: 1.348.474.907 xyxy=(347,1574,422,1586)
article-paragraph: ΛΟΝΔΙΝΟΝ, 6 Μαΐου. (Τοῦ ἀνταποκριτοῦ μας). Εἰς διάσκεψιν τῶν ἐργατικῶν ἐτονίσθη ὅτι ἡ Κυβέρνησις τῆς Αὐτοῦ Μεγαλειότητος δὲν θὰ μεταβάλῃ τὴν στάσιν της ἔναντι τοῦ Φράνκο. xyxy=(587,471,856,524)
headline-turks: Οἱ Τοῦρκοι δυσφοροῦν ἐναντίον τῆς Ἰταλίας xyxy=(35,104,240,227)
subhead-spain: ΑΜΦΙΣΒΗΤΕΙΤΑΙ Η ΣΤΡΑΤΗΓΙΚΗ ΑΞΙΑ ΤΗΣ ΙΣΠΑΝΙΑΣ ΔΙΑ ΤΗΝ ΔΥΣΙΝ xyxy=(587,239,1145,258)
table-cell-value: 5.500 xyxy=(1111,1740,1139,1751)
doctor-name: ΚΩΝΣΤ. ΜΙΤΑΥΤΣΗΣ xyxy=(995,1451,1138,1466)
table-cell-label: 1898 xyxy=(824,1693,846,1704)
table-row xyxy=(985,1740,1142,1752)
doctor-notice: Δέχεται 4—7 μ.μ. Πανεπιστημίου 54. Τηλ. 24.185 xyxy=(990,1466,1143,1487)
article-paragraph: Οἱ Τοῦρκοι θεωροῦν ὅτι ἡ Ἰταλία ἀπέβαλεν τὴν Ἀλβανίαν καὶ τὰς ἀποικίας της καὶ ἐπομένως δὲν ἔχει πλέον σοβαρὰ συμφέροντα εἰς τὴν Ἀνατολικὴν Μεσόγειον. Ἀντιθέτως ἡ Τουρκία εὑρίσκεται εἰς τὴν πρώτην γραμμὴν τῆς ἀμύνης καὶ φρουρεῖ τὰ Στενά. xyxy=(6,1274,269,1352)
section-hopes: Αἱ ἐλπίδες τῶν διὰ προπειδησίαν xyxy=(10,498,265,517)
article-paragraph: Οὕτως, ἡ Γιουγκοσλαυία, ἡ ὁποία ἀπεκόπη ἀπὸ τὰς ἀγορὰς τῆς Ἀνατολῆς, στρέφεται πρὸς τὴν Δύσιν διὰ τὴν προμήθειαν μηχανημάτων καὶ πρώτων ὑλῶν, χωρὶς ὅμως νὰ μεταβάλῃ τὸ πολιτικόν της καθεστώς. xyxy=(1155,1576,1369,1655)
subhead-greece: Συμμετέχει καὶ ἡ Ἑλλάς xyxy=(1404,185,1590,203)
rundstedt-kicker: ΑΠΗΛΛΑΓΗ ΚΑΙ ΑΥΤΟΣ ! xyxy=(1190,339,1338,353)
section-mediterranean: Ὁ Μεσογειακὸς Συνασπισμός xyxy=(14,283,261,304)
table-row xyxy=(821,1729,979,1740)
table-cell-value: 18.000 xyxy=(943,1621,976,1632)
table-row xyxy=(6,1795,525,1808)
table-row xyxy=(821,1717,979,1729)
subhead-labour: διὰ τοὺς Ἄγγλους ἐργατικοὺς xyxy=(685,208,1046,237)
article-paragraph: Τὴν 27 Δεκεμβρίου 1948 ἡ Γιουγκοσλαυία ὑπέγραψε συμφωνίαν ἐμπορικὴν μὲ τὴν Μ. Βρεταννίαν, ἡ ὁποία προβλέπει ἀνταλλαγὴν προϊόντων ἀξίας 30 ἑκατομμυρίων λιρῶν. Ἀκολούθως ὑπεγράφησαν συμφωνίαι καὶ μὲ ἄλλας χώρας τῆς Δύσεως. xyxy=(1155,1466,1369,1572)
table-cell-value: 6.800 xyxy=(1111,1729,1139,1739)
market-text: Ἡ κυκλοφορία τοῦ χρυσοῦ ἐξηκολούθησε κανονικῶς. Ἐσημειώθησαν πράξεις ἐπὶ 3.600 περίπου λιρῶν. xyxy=(818,1843,978,1889)
article-paragraph: Ἡ Οἰκονομικὴ Ἐπιτροπὴ τῶν Ἡνωμένων Ἐθνῶν διὰ τὴν Εὐρώπην ἀνέλαβε τὴν ἐκπόνησιν τοῦ σχεδίου, τὸ ὁποῖον θὰ ἐκτελεσθῇ ἐντὸς δεκαετίας. xyxy=(1155,276,1373,329)
table-row xyxy=(985,1633,1142,1645)
table-cell-value: 16.000 xyxy=(943,1645,976,1656)
kicker-middle-east: Η ΑΜΥΝΑ ΤΗΣ ΜΕΣΗΣ ΑΝΑΤΟΛΗΣ xyxy=(38,60,237,96)
article-paragraph: ΛΟΝΔΙΝΟΝ, 6 Μαΐου. (Τοῦ ἀνταποκριτοῦ μας). Εἰς διάσκεψιν τῶν ἐργατικῶν ἐτονίσθη ὅτι ἡ Κυβέρνησις τῆς Αὐτοῦ Μεγαλειότητος δὲν θὰ μεταβάλῃ τὴν στάσιν της ἔναντι τοῦ Φράνκο. xyxy=(864,1188,1001,1272)
author-signature: Κ. Λ. ΣΟΥΛΤΣΜΠΕΡΓΚΕΡ xyxy=(422,902,571,916)
table-cell-value: 4.200 xyxy=(1111,1752,1139,1763)
table-row xyxy=(985,1645,1142,1657)
article-paragraph: Ἡ Ἑλλὰς θὰ συνδεθῇ μὲ τὸ δίκτυον διὰ τῆς ὁδοῦ Θεσσαλονίκης — Ἀθηνῶν — Πατρῶν, ἐνῷ ἄλλη ἀρτηρία θὰ συνδέῃ τὴν χώραν μὲ τὴν Τουρκίαν. xyxy=(1381,583,1590,636)
fund-text: Ὁ ὑπουργὸς Στρατιωτικῶν κ. Ζ. Βιτάλης ὑπέγραψε τὴν ἀπόφασιν περὶ συστάσεως κοινοῦ ταμείου διὰ τὴν ἐπιδότησιν τῶν οἰκογενειῶν τῶν στρατευθέντων ἐφέδρων. Οἱ πόροι τοῦ ταμείου θὰ προέρχωνται ἐκ τῶν εἰσφορῶν τῶν ἐργοδοτῶν. xyxy=(277,954,577,1020)
table-cell-label: Ἔξοδα κινήσεως ἀτμοπλοίων xyxy=(9,1783,152,1795)
table-cell-value: 40.000 xyxy=(1106,1633,1139,1644)
headline-franco-2: ΑΠΑΡΑΔΕΚΤΟΣ xyxy=(629,140,1102,208)
article-paragraph: Ἡ Ἐπιτροπὴ ἤκουσε καὶ ἄλλους μάρτυρας, οἱ ὁποῖοι ὑπεστήριξαν τὴν ἐπικύρωσιν τοῦ Συμφώνου ὡς μέσου διατηρήσεως τῆς εἰρήνης καὶ ἀποτροπῆς πάσης ἐπιθέσεως. xyxy=(864,823,1145,875)
table-row xyxy=(439,1560,798,1573)
table-cell-value xyxy=(291,1560,425,1573)
balance-subtitle: Γενικὸς Ἰσολογισμὸς ἀπὸ 1ης Ἰανουαρίου μέχρι 31ης Δεκεμβρίου 1948 xyxy=(36,1523,652,1544)
table-cell-value: 11.000 xyxy=(943,1752,976,1763)
headline-franco: Ο ΦΡΑΝΚΟ ΠΑΝΤΟΤΕ xyxy=(616,89,1115,143)
kicker-geneva: Η ΣΥΜΦΩΝΙΑ ΤΗΣ ΓΕΝΕΥΗΣ xyxy=(1340,165,1590,184)
table-cell-label: Ἀθηνῶν xyxy=(988,1633,1020,1644)
albania-headline: ΣΤΡΑΤΟΛΟΓΟΥΝΤΑΙ ΕΛΛΗΝΕΣ xyxy=(620,540,834,588)
dateline: ΒΕΛΙΓΡΑΔΙΟΝ, Μάϊος. ΙΔΙΑΙΤΕΡΑ ΥΠΗΡΕΣΙΑ ΤΗΣ «ΤΑΙΜΣ ΝΕΑΣ ΥΟΡΚΗΣ ΚΑΙ «ΕΛΕΥΘΕΡΙΑΣ». xyxy=(1155,954,1569,976)
foreign-markets-title: ΤΑ ΞΕΝΑ ΧΡΗΜΑΤΙΣΤΗΡΙΑ xyxy=(993,1883,1136,1895)
article-paragraph: Διὰ διαταγῆς τῆς Ναυτικῆς διοικήσεως ἀπαγορεύεται ἡ ναυσιπλοΐα τῶν μικρῶν σκαφῶν κατὰ τὰς νυκτερινὰς ὥρας εἰς τὰ παράλια τῆς Δυτικῆς Εὐβοίας, πρὸς ἀποφυγὴν τῆς ἐπικοινωνίας τῶν συμμοριτῶν. xyxy=(725,1313,858,1432)
market-text: Ἡ κυκλοφορία τοῦ χρυσοῦ ἐξηκολούθησε κανονικῶς. Ἐσημειώθησαν πράξεις ἐπὶ 3.600 περίπου λιρῶν. xyxy=(984,1770,1145,1817)
table-cell-label: Ἠλεκτρ. xyxy=(988,1681,1025,1692)
table-cell-label: Ἰονικὴ xyxy=(988,1657,1020,1668)
table-cell-label: 1) Φορτηγὸν «Γ. ΠΟΤΑΜΙΑΝΟΣ» 4ον xyxy=(9,1574,187,1586)
buses-headline: Η ΑΝΤΙΚΑΤΑΣΤΑΣΙΣ ΤΩΝ ΛΕΩΦΟΡΕΙΩΝ xyxy=(1011,1188,1141,1217)
table-cell-value: 1.114.948.489 xyxy=(705,1796,798,1810)
loans-table xyxy=(821,1621,979,1764)
market-closing: Κλείσιμον τῆς Παρασκευῆς 6 Μαΐου 1949 xyxy=(874,1604,1089,1616)
photo-caption-title: Αἱ διακοπαὶ τοῦ Προέδρου xyxy=(284,61,382,120)
table-cell-label: Τράπεζαι λογαριασμοί xyxy=(9,1678,124,1690)
article-paragraph: Αἱ ἀνακρίσεις συνεχίζονται ὑπὸ τῶν ἁρμοδίων στρατιωτικῶν ἀρχῶν, αἱ ὁποῖαι ἐπιδιώκουν νὰ διαπιστώσουν τὴν ἔκτασιν τῆς ἀλβανικῆς ἀναμίξεως εἰς τὸν συμμοριτοπόλεμον. xyxy=(587,1101,719,1197)
dateline: ΝΕΑ ΥΟΡΚΗ, 7 Μαΐου. (Ἰδιαιτέρα ὑπηρεσία). xyxy=(742,260,990,272)
table-cell-value: 133.470.000 xyxy=(459,1796,522,1808)
article-paragraph: ΛΟΝΔΙΝΟΝ, 6 (Γ.Κ.). Τὸ Βρεταννικὸν ὑπουργεῖον Πολέμου ἀνεκοίνωσεν ὅτι ὁ στρατάρχης φὸν Ρούντστεντ, ὡς καὶ ὁ ὑποστράτηγος Στράους, δὲν θὰ δικασθοῦν ὡς ἐγκληματίαι πολέμου λόγῳ τῆς κακῆς καταστάσεως τῆς ὑγείας των. xyxy=(1163,410,1365,482)
table-cell-label: Κέρδη χρήσεως 1948 xyxy=(9,1822,112,1834)
article-paragraph: Οἱ ἀντιπρόσωποι τῆς Τουρκικῆς κυβερνήσεως καὶ ἰδίᾳ ὁ ἀρμόδιος ὑπουργὸς τῶν Ἐξωτερικῶν ἐπισημαίνουν ὅτι ἡ γεωγραφικὴ θέσις τῆς Τουρκίας εἶναι τόσον σημαντικὴ διὰ τὴν ἄμυναν τῆς Μέσης Ἀνατολῆς ὥστε ἡ ἔνταξίς της εἰς τὸ σύστημα ἀσφαλείας θὰ ἦτο ἀπαραίτητος. xyxy=(6,414,269,493)
table-cell-label: 1889 xyxy=(824,1657,846,1668)
table-row xyxy=(539,1769,798,1782)
table-row xyxy=(985,1693,1142,1705)
liabilities-label: ΠΑΘΗΤΙΚΟΝ xyxy=(729,1549,798,1561)
article-paragraph: Ἡ συμμετοχὴ τῆς Ἰταλίας εἰς τὸ Ἀτλαντικὸν Σύμφωνον καὶ μάλιστα μετὰ τῶν ἀρχικῶν μελῶν τῆς ἐνώσεως, ἐδυσηρέστησε κάπως τὴν Τουρκίαν, ἡ ὁποία ἐθεωρεῖτο βεβαία ὅτι θὰ προσκληθῇ καὶ αὐτὴ νὰ μετάσχῃ εἰς τὴν συμμαχίαν αὐτήν. xyxy=(6,1190,269,1270)
article-paragraph: Ἡ συμμετοχὴ τῆς Ἰταλίας εἰς τὸ Ἀτλαντικὸν Σύμφωνον καὶ μάλιστα μετὰ τῶν ἀρχικῶν μελῶν τῆς ἐνώσεως, ἐδυσηρέστησε κάπως τὴν Τουρκίαν, ἡ ὁποία ἐθεωρεῖτο βεβαία ὅτι θὰ προσκληθῇ καὶ αὐτὴ νὰ μετάσχῃ εἰς τὴν συμμαχίαν αὐτήν. xyxy=(6,330,269,410)
table-row xyxy=(6,1704,425,1718)
article-paragraph: Αἱ χῶραι, αἱ ὁποῖαι συμμετέχουν εἰς τὴν συμφωνίαν, εἶναι: Αὐστρία, Βέλγιον, Μ. Βρεταννία, Γαλλία, Ἑλλάς, Δανία, Ἰταλία, Λουξεμβοῦργον, Νορβηγία, Ὁλλανδία, Πορτογαλλία, Σουηδία, Ἐλβετία, Τουρκία καὶ Πολωνία. xyxy=(1381,487,1590,579)
table-row xyxy=(821,1657,979,1669)
debit-table xyxy=(6,1769,525,1848)
table-cell-label: Κτηματικὴ xyxy=(988,1669,1036,1680)
article-paragraph: Μερικοὶ Τοῦρκοι διατείνονται ὅτι αἱ Ἡνωμέναι Πολιτεῖαι δὲν δίδουν ἐπαρκῆ προσοχὴν εἰς τὰ αἰτήματα τῆς Ἄγκυρας καὶ ὅτι ἡ στρατιωτικὴ βοήθεια ἡ ὁποία παρέχεται δὲν εἶναι ἀνάλογος πρὸς τὰς ἀνάγκας τῆς χώρας. xyxy=(6,1357,269,1423)
table-cell-value: 1.114.948.489 xyxy=(343,1835,525,1849)
albania-headline-3: ΠΡΟΣ ΕΝΤΑΞΙΝ ΕΙΣ ΣΥΜΜΟΡΙΑΣ xyxy=(624,636,830,685)
article-paragraph: Ἐκ τῆς ἀγορανομίας Πειραιῶς συνελήφθησαν οἱ ἔμποροι, οἱ ὁποῖοι ἐπώλουν εἰς τὴν μαύρην ἀγορὰν ὄρυζαν προερχομένην ἐκ τῶν κρατικῶν ἀποθηκῶν. Κατεσχέθησαν 12.000 ὀκάδες ὀρύζης. xyxy=(1155,703,1373,782)
table-cell-label: 1881 xyxy=(824,1621,846,1632)
ad-line: επιπλα με xyxy=(848,2238,907,2253)
article-paragraph: πον, ἐὰν δὲν εἶχε σημειωθῆ προσχώρησις τῆς Τουρκίας εἰς τὸ Σύμφωνον, θὰ ἔπρεπε νὰ ληφθοῦν ἄλλα μέτρα διὰ τὴν ἀσφάλειαν τῆς περιοχῆς. xyxy=(277,758,577,797)
article-paragraph: Τὴν 27 Μαρτίου 1949 συνῆλθεν εἰς συνεδρίαν ἡ ἐπιτροπὴ τῶν ἐργαζομένων, ἡ ὁποία ἐξήτασε τὰ ζητήματα τῆς μισθοδοσίας καὶ τῶν ἐπιδομάτων. Ἀπεφασίσθη ὅπως ὑποβληθῇ ὑπόμνημα πρὸς τὴν κυβέρνησιν. xyxy=(725,1201,858,1309)
president-side-text xyxy=(503,192,577,750)
table-row xyxy=(439,1586,798,1599)
wallace-headline: Ο ΧΕΝΡΥ ΟΥΑΛΛΑΣ xyxy=(928,393,1079,413)
table-cell-label: Χρεῶσται xyxy=(9,1665,55,1677)
rail-text: Ὁ ὑπουργὸς τῶν Μεταφορῶν κ. Χ. Σιχαπλής ἀνεκοίνωσεν ὅτι ὑπεγράφη ἡ σύμβασις ἐξαγορᾶς τῶν Γαλλο-Ἑλληνικῶν σιδηροδρόμων ὑπὸ τοῦ Ἑλληνικοῦ Δημοσίου. Ἡ γραμμὴ θὰ περιέλθῃ εἰς τοὺς Σιδηροδρόμους τοῦ Ἑλληνικοῦ Κράτους. xyxy=(277,1128,577,1195)
table-row xyxy=(821,1693,979,1705)
ad-line: Δαπεδα και xyxy=(843,2225,912,2240)
table-row xyxy=(985,1621,1142,1633)
table-row xyxy=(6,1612,425,1625)
table-row xyxy=(439,1626,798,1640)
table-row xyxy=(985,1729,1142,1740)
table-cell-label: 1926 xyxy=(824,1752,846,1763)
cartoon-caption: Ἔχει τελειώσει ἡ ἐποχὴ τῆς ἀναμονῆς... xyxy=(864,1171,1076,1184)
table-row xyxy=(985,1681,1142,1693)
table-row xyxy=(821,1669,979,1681)
table-cell-label: 2) Ἐπιβ. «ΚΑΡΓΑΛΗ» ἀγορᾶς xyxy=(9,1600,152,1612)
article-paragraph: Ἡ γιουγκοσλαβικὴ οἰκονομία, καταστραφεῖσα ἀπὸ τὴν πάλην μὲ τὴν Κομινφόρμ, ἀντιμετωπίζει σοβαρὰς δυσχερείας. Ὁ στρατάρχης Τίτο ἐζήτησε τὴν βοήθειαν τῶν Δυτικῶν Δυνάμεων διὰ τὴν συνέχισιν τοῦ πενταετοῦς σχεδίου. xyxy=(1377,1175,1590,1268)
table-cell-label: Ἀποσβ. 28 % χρήσ. 1948 xyxy=(9,1613,135,1625)
article-paragraph: Μερικοὶ Τοῦρκοι διατείνονται ὅτι αἱ Ἡνωμέναι Πολιτεῖαι δὲν δίδουν ἐπαρκῆ προσοχὴν εἰς τὰ αἰτήματα τῆς Ἄγκυρας καὶ ὅτι ἡ στρατιωτικὴ βοήθεια ἡ ὁποία παρέχεται δὲν εἶναι ἀνάλογος πρὸς τὰς ἀνάγκας τῆς χώρας. xyxy=(6,979,269,1045)
headline-tito: Ο ΤΙΤΟ ΖΗΤΕΙ ΤΩΡΑ xyxy=(1198,817,1547,859)
wallace-headline-2: ΚΑΤΑΘΕΤΕΙ ΚΑΤΑ ΤΟΥ ΑΤΛΑΝΤΙΚΟΥ xyxy=(917,413,1090,451)
table-cell-value: 32.000 xyxy=(1106,1657,1139,1668)
rice-headline: ΟΙ ΠΑΡΑΚΡΑΤΙΚΟΙ ΕΜΠΟΡΕΥΟΝΤΑΙ ΤΩΡΑ ΚΡΑΤΙΚΗΝ ΟΡΥΖΑΝ xyxy=(1183,575,1345,620)
table-cell-value: 1.262.422.223 xyxy=(720,1574,795,1586)
article-paragraph: Ἡ τουρκικὴ κυβέρνησις ἀναμένει τώρα ὅτι θὰ προσκληθῇ νὰ συμμετάσχῃ εἰς ἕνα Μεσογειακὸν Σύμφωνον, τὸ ὁποῖον θὰ συνδέεται μὲ τὸ Ἀτλαντικόν. xyxy=(277,859,577,898)
article-paragraph: Κατὰ τοὺς στρατιωτικοὺς κύκλους, ἡ στρατηγικὴ ἀξία τῆς Ἰβηρικῆς χερσονήσου δὲν εἶναι τόσον μεγάλη ὅσον ὑπεστηρίχθη, διότι ἡ Ἰσπανία δὲν διαθέτει ἐπαρκῆ ἐξοπλισμὸν καὶ ἡ βιομηχανία της εἶναι ἀνεπαρκής. xyxy=(864,317,1143,383)
rail-text: Ὁ ὑπουργὸς τῶν Μεταφορῶν κ. Χ. Σιχαπλής ἀνεκοίνωσεν ὅτι ὑπεγράφη ἡ σύμβασις ἐξαγορᾶς τῶν Γαλλο-Ἑλληνικῶν σιδηροδρόμων ὑπὸ τοῦ Ἑλληνικοῦ Δημοσίου. Ἡ γραμμὴ θὰ περιέλθῃ εἰς τοὺς Σιδηροδρόμους τοῦ Ἑλληνικοῦ Κράτους. xyxy=(277,1199,577,1265)
column-divider xyxy=(272,60,273,1386)
subhead-america: Παράπονα κατὰ τῆς Ἀμερικῆς xyxy=(31,260,244,277)
debit-label: ΧΡΕΩΣΙΣ xyxy=(6,1758,54,1770)
cartoon-drawing xyxy=(865,881,1004,1170)
article-paragraph: Ἡ Τουρκικὴ κυβέρνησις φρονεῖ ὅτι εἶναι ἀναγκαία ἡ σύναψις συμφώνου ἀμοιβαίας βοηθείας μεταξὺ τῶν χωρῶν τῆς Ἀνατολικῆς Μεσογείου, ὑπὸ τὴν ἐγγύησιν τῶν Ἡνωμένων Πολιτειῶν καὶ τῆς Μεγάλης Βρεταννίας. xyxy=(6,1120,269,1186)
table-cell-value: 10.267.892.403 xyxy=(291,1704,425,1718)
signatory-mid: Ὁ Γενικὸς Διευθυντὴς ΑΝΑΣΤ. Γ. ΠΟΤΑΜΙΑΝΟΣ xyxy=(327,1883,489,1906)
kicker-necessity: ΥΠΟ ΤΗΝ ΠΙΕΣΙΝ ΤΗΣ ΑΝΑΓΚΗΣ xyxy=(1229,798,1516,817)
kicker-atlantic: Η ΣΥΜΜΕΤΟΧΗ ΕΙΣ ΤΟ ΑΤΛΑΝΤΙΚΟΝ xyxy=(670,60,1061,81)
article-paragraph: Ἡ γιουγκοσλαβικὴ οἰκονομία, καταστραφεῖσα ἀπὸ τὴν πάλην μὲ τὴν Κομινφόρμ, ἀντιμετωπίζει σοβαρὰς δυσχερείας. Ὁ στρατάρχης Τίτο ἐζήτησε τὴν βοήθειαν τῶν Δυτικῶν Δυνάμεων διὰ τὴν συνέχισιν τοῦ πενταετοῦς σχεδίου. xyxy=(1155,1660,1369,1752)
table-row xyxy=(821,1621,979,1633)
table-cell-label: ΣΥΝΟΛΟΝ xyxy=(9,1835,50,1847)
table-cell-label: Φόροι καὶ τέλη xyxy=(9,1809,90,1821)
